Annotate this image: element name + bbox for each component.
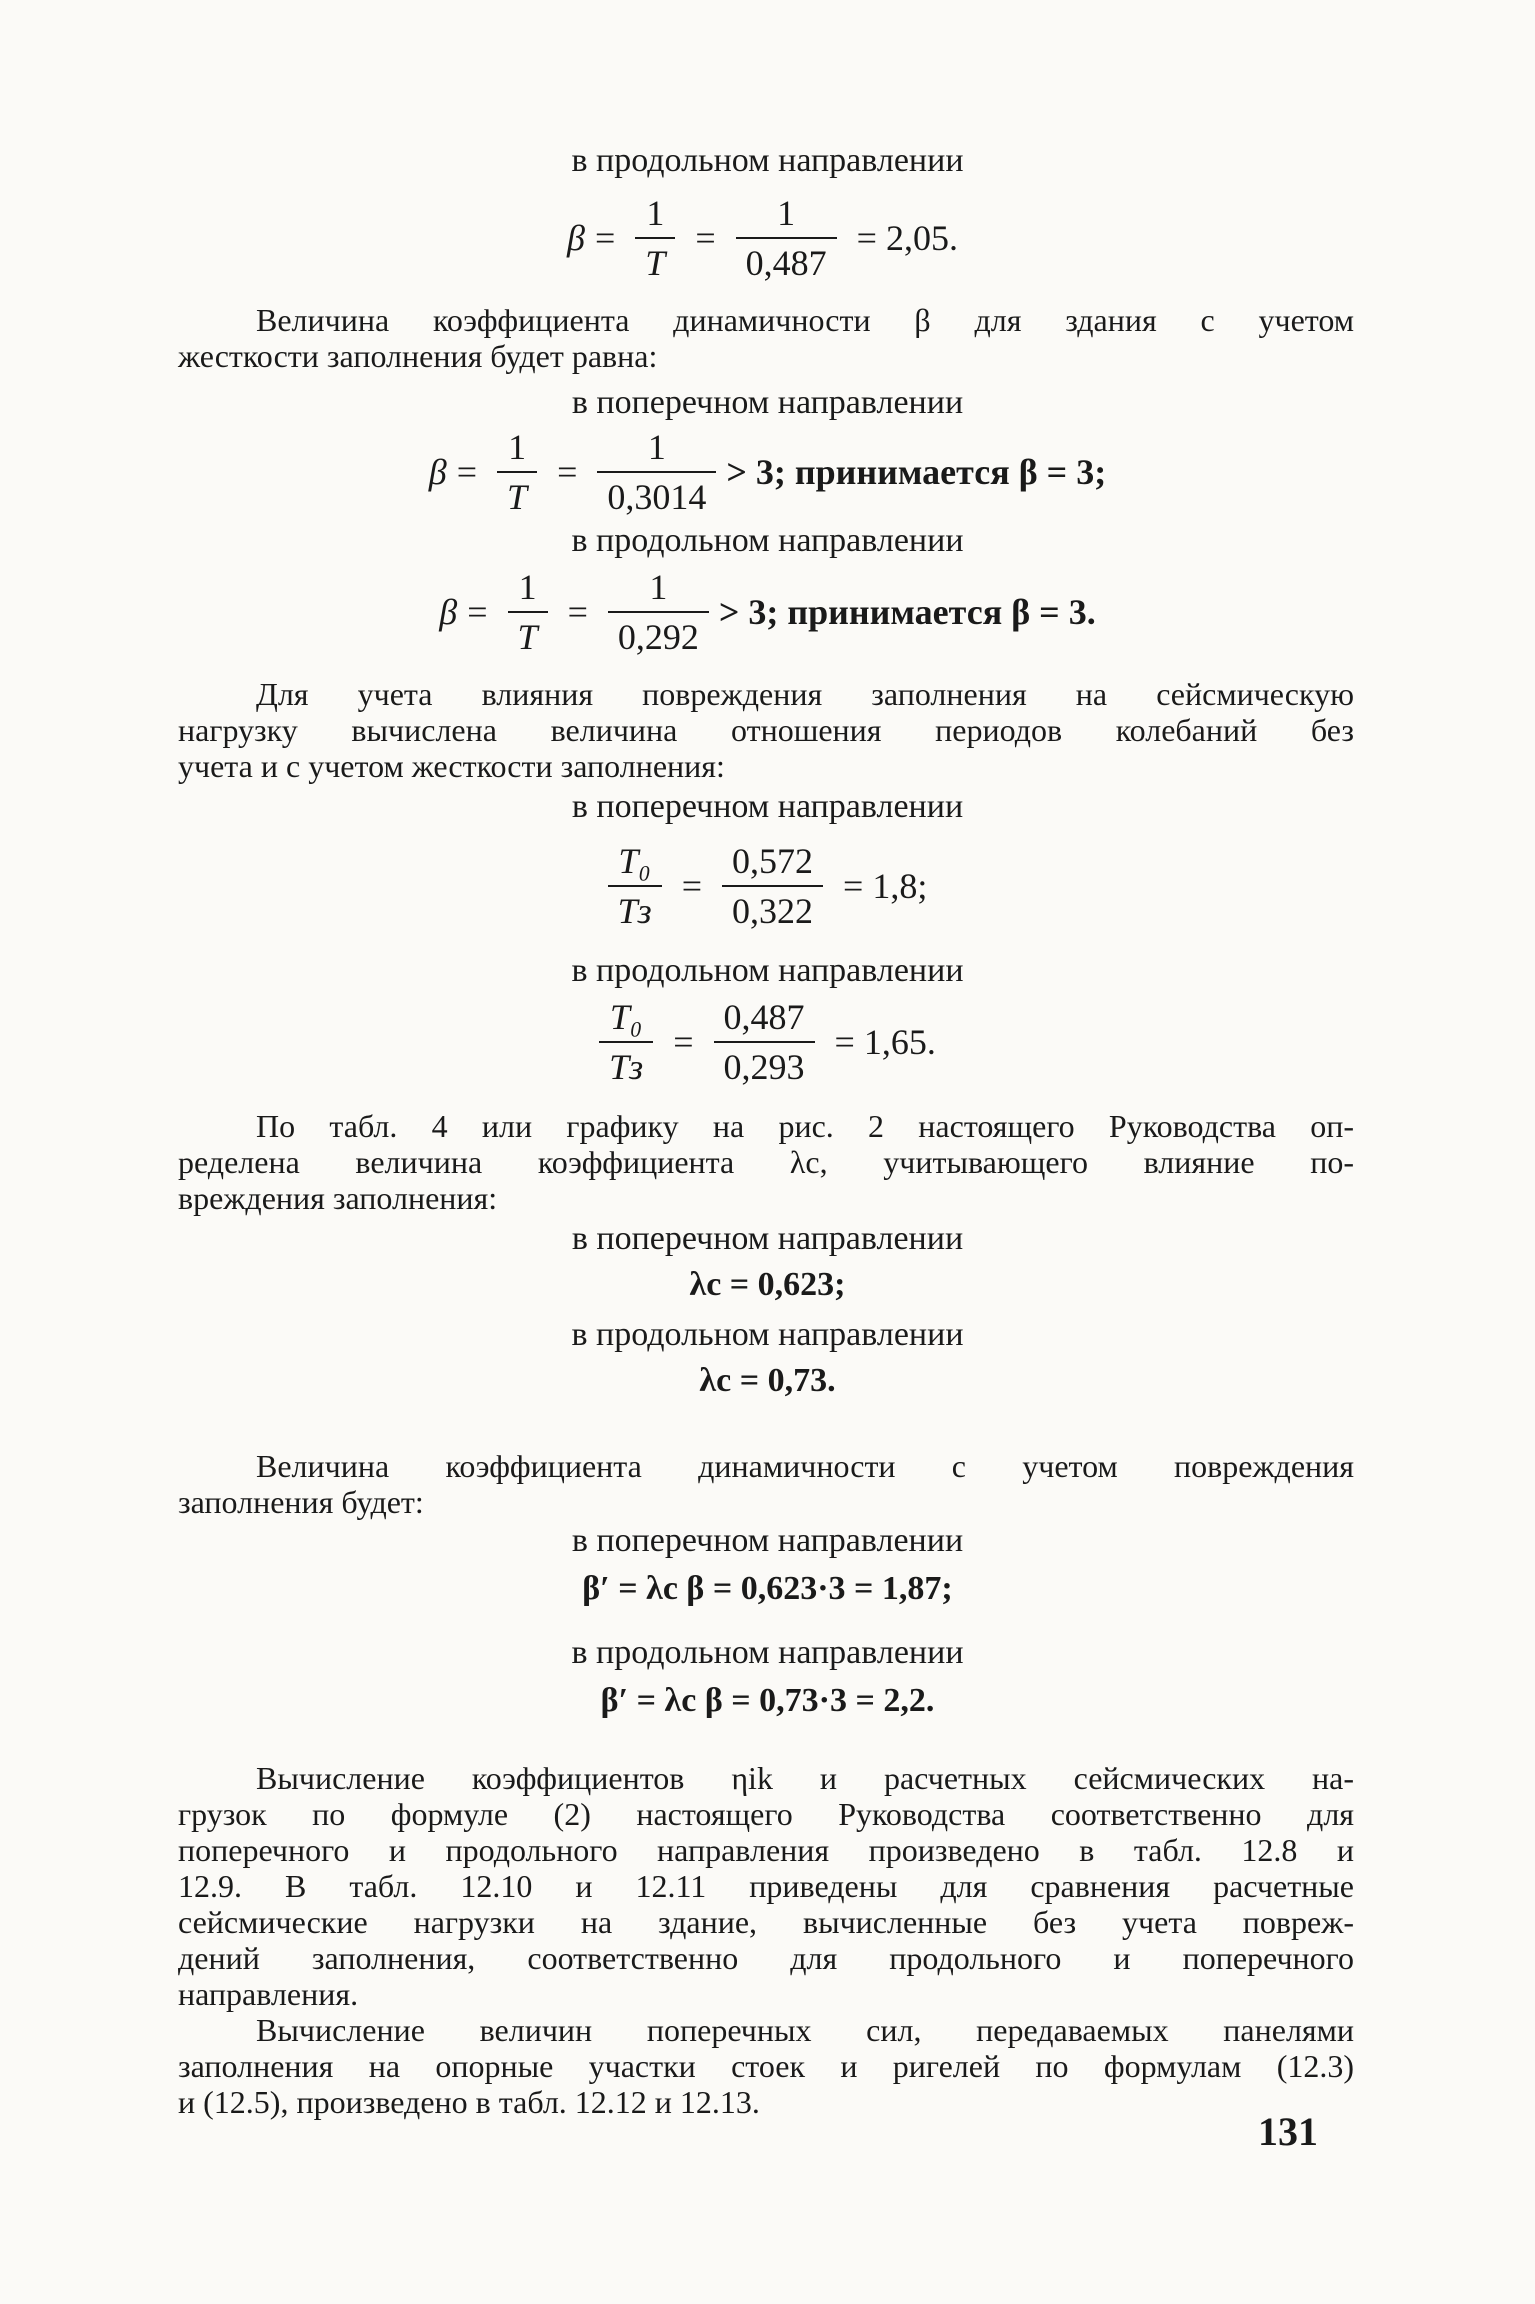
fraction: $\frac{1}{T}$ [508, 566, 548, 658]
fraction: $\frac{\text{T₀}}{Tз}$ [599, 996, 653, 1088]
paragraph-shear-forces: Вычисление величин поперечных сил, передаваемых панелями заполнения на опорные участки стоек и ригелей по формулам (12.3) и (12.5), произведено в табл. 12.12 и 12.13. [178, 2012, 1354, 2120]
fraction: $\frac{1}{T}$ [635, 192, 675, 284]
paragraph-seismic-loads: Вычисление коэффициентов ηik и расчетных сейсмических на- грузок по формуле (2) настоящего Руководства соответственно для поперечного и продольного направления произведено в табл. 12.8 и 12.9. В табл. 12.10 и 12.11 приведены для сравнения расчетные сейсмические нагрузки на здание, вычисленные без учета повреж- дений заполнения, соответственно для продольного и поперечного направления. [178, 1760, 1354, 2012]
heading-transverse-4: в поперечном направлении [571, 1522, 964, 1559]
fraction: $\frac{\text{T₀}}{Tз}$ [608, 840, 662, 932]
paragraph-period-ratio: Для учета влияния повреждения заполнения на сейсмическую нагрузку вычислена величина отношения периодов колебаний без учета и с учетом жесткости заполнения: [178, 676, 1354, 784]
heading-longitudinal-4: в продольном направлении [571, 1316, 964, 1353]
page-number: 131 [1258, 2109, 1318, 2154]
equation-period-ratio-transverse: $\frac{\text{T₀}}{Tз}$ = $\frac{0,572}{0,322}$ = 1,8; [0, 840, 1535, 932]
paragraph-dynamic-coefficient: Величина коэффициента динамичности β для здания с учетом жесткости заполнения будет равна: [178, 302, 1354, 374]
heading-longitudinal-1: в продольном направлении [571, 142, 964, 179]
fraction: $\frac{1}{T}$ [497, 426, 537, 518]
fraction: $\frac{1}{0,292}$ [608, 566, 709, 658]
equation-beta-longitudinal-2: β = $\frac{1}{T}$ = $\frac{1}{0,292}$ > 3; принимается β = 3. [439, 567, 1096, 657]
heading-longitudinal-2: в продольном направлении [571, 522, 964, 559]
equation-beta-longitudinal: β = $\frac{1}{T}$ = $\frac{1}{0,487}$ = 2,05. [567, 193, 958, 283]
paragraph-damaged-coefficient: Величина коэффициента динамичности с учетом повреждения заполнения будет: [178, 1448, 1354, 1520]
paragraph-lambda-coefficient: По табл. 4 или графику на рис. 2 настоящего Руководства оп- ределена величина коэффициента λс, учитывающего влияние по- вреждения заполнения: [178, 1108, 1354, 1216]
lambda-longitudinal: λс = 0,73. [699, 1362, 836, 1399]
beta-prime-transverse: β′ = λс β = 0,623·3 = 1,87; [582, 1570, 953, 1607]
heading-transverse-3: в поперечном направлении [571, 1220, 964, 1257]
equation-period-ratio-longitudinal: $\frac{\text{T₀}}{Tз}$ = $\frac{0,487}{0,293}$ = 1,65. [0, 996, 1535, 1088]
fraction: $\frac{1}{0,3014}$ [597, 426, 716, 518]
equation-beta-transverse: β = $\frac{1}{T}$ = $\frac{1}{0,3014}$ > 3; принимается β = 3; [428, 427, 1107, 517]
fraction: $\frac{1}{0,487}$ [736, 192, 837, 284]
fraction: $\frac{0,487}{0,293}$ [714, 996, 815, 1088]
heading-longitudinal-5: в продольном направлении [571, 1634, 964, 1671]
fraction: $\frac{0,572}{0,322}$ [722, 840, 823, 932]
eq-result: = 2,05. [856, 218, 958, 258]
heading-transverse-1: в поперечном направлении [571, 384, 964, 421]
eq-result: > 3; принимается β = 3. [718, 592, 1096, 632]
beta-prime-longitudinal: β′ = λс β = 0,73·3 = 2,2. [600, 1682, 935, 1719]
eq-result: = 1,8; [843, 866, 928, 906]
eq-lhs: β [567, 218, 585, 258]
eq-result: = 1,65. [834, 1022, 936, 1062]
lambda-transverse: λс = 0,623; [689, 1266, 846, 1303]
heading-transverse-2: в поперечном направлении [571, 788, 964, 825]
heading-longitudinal-3: в продольном направлении [571, 952, 964, 989]
eq-result: > 3; принимается β = 3; [726, 452, 1107, 492]
